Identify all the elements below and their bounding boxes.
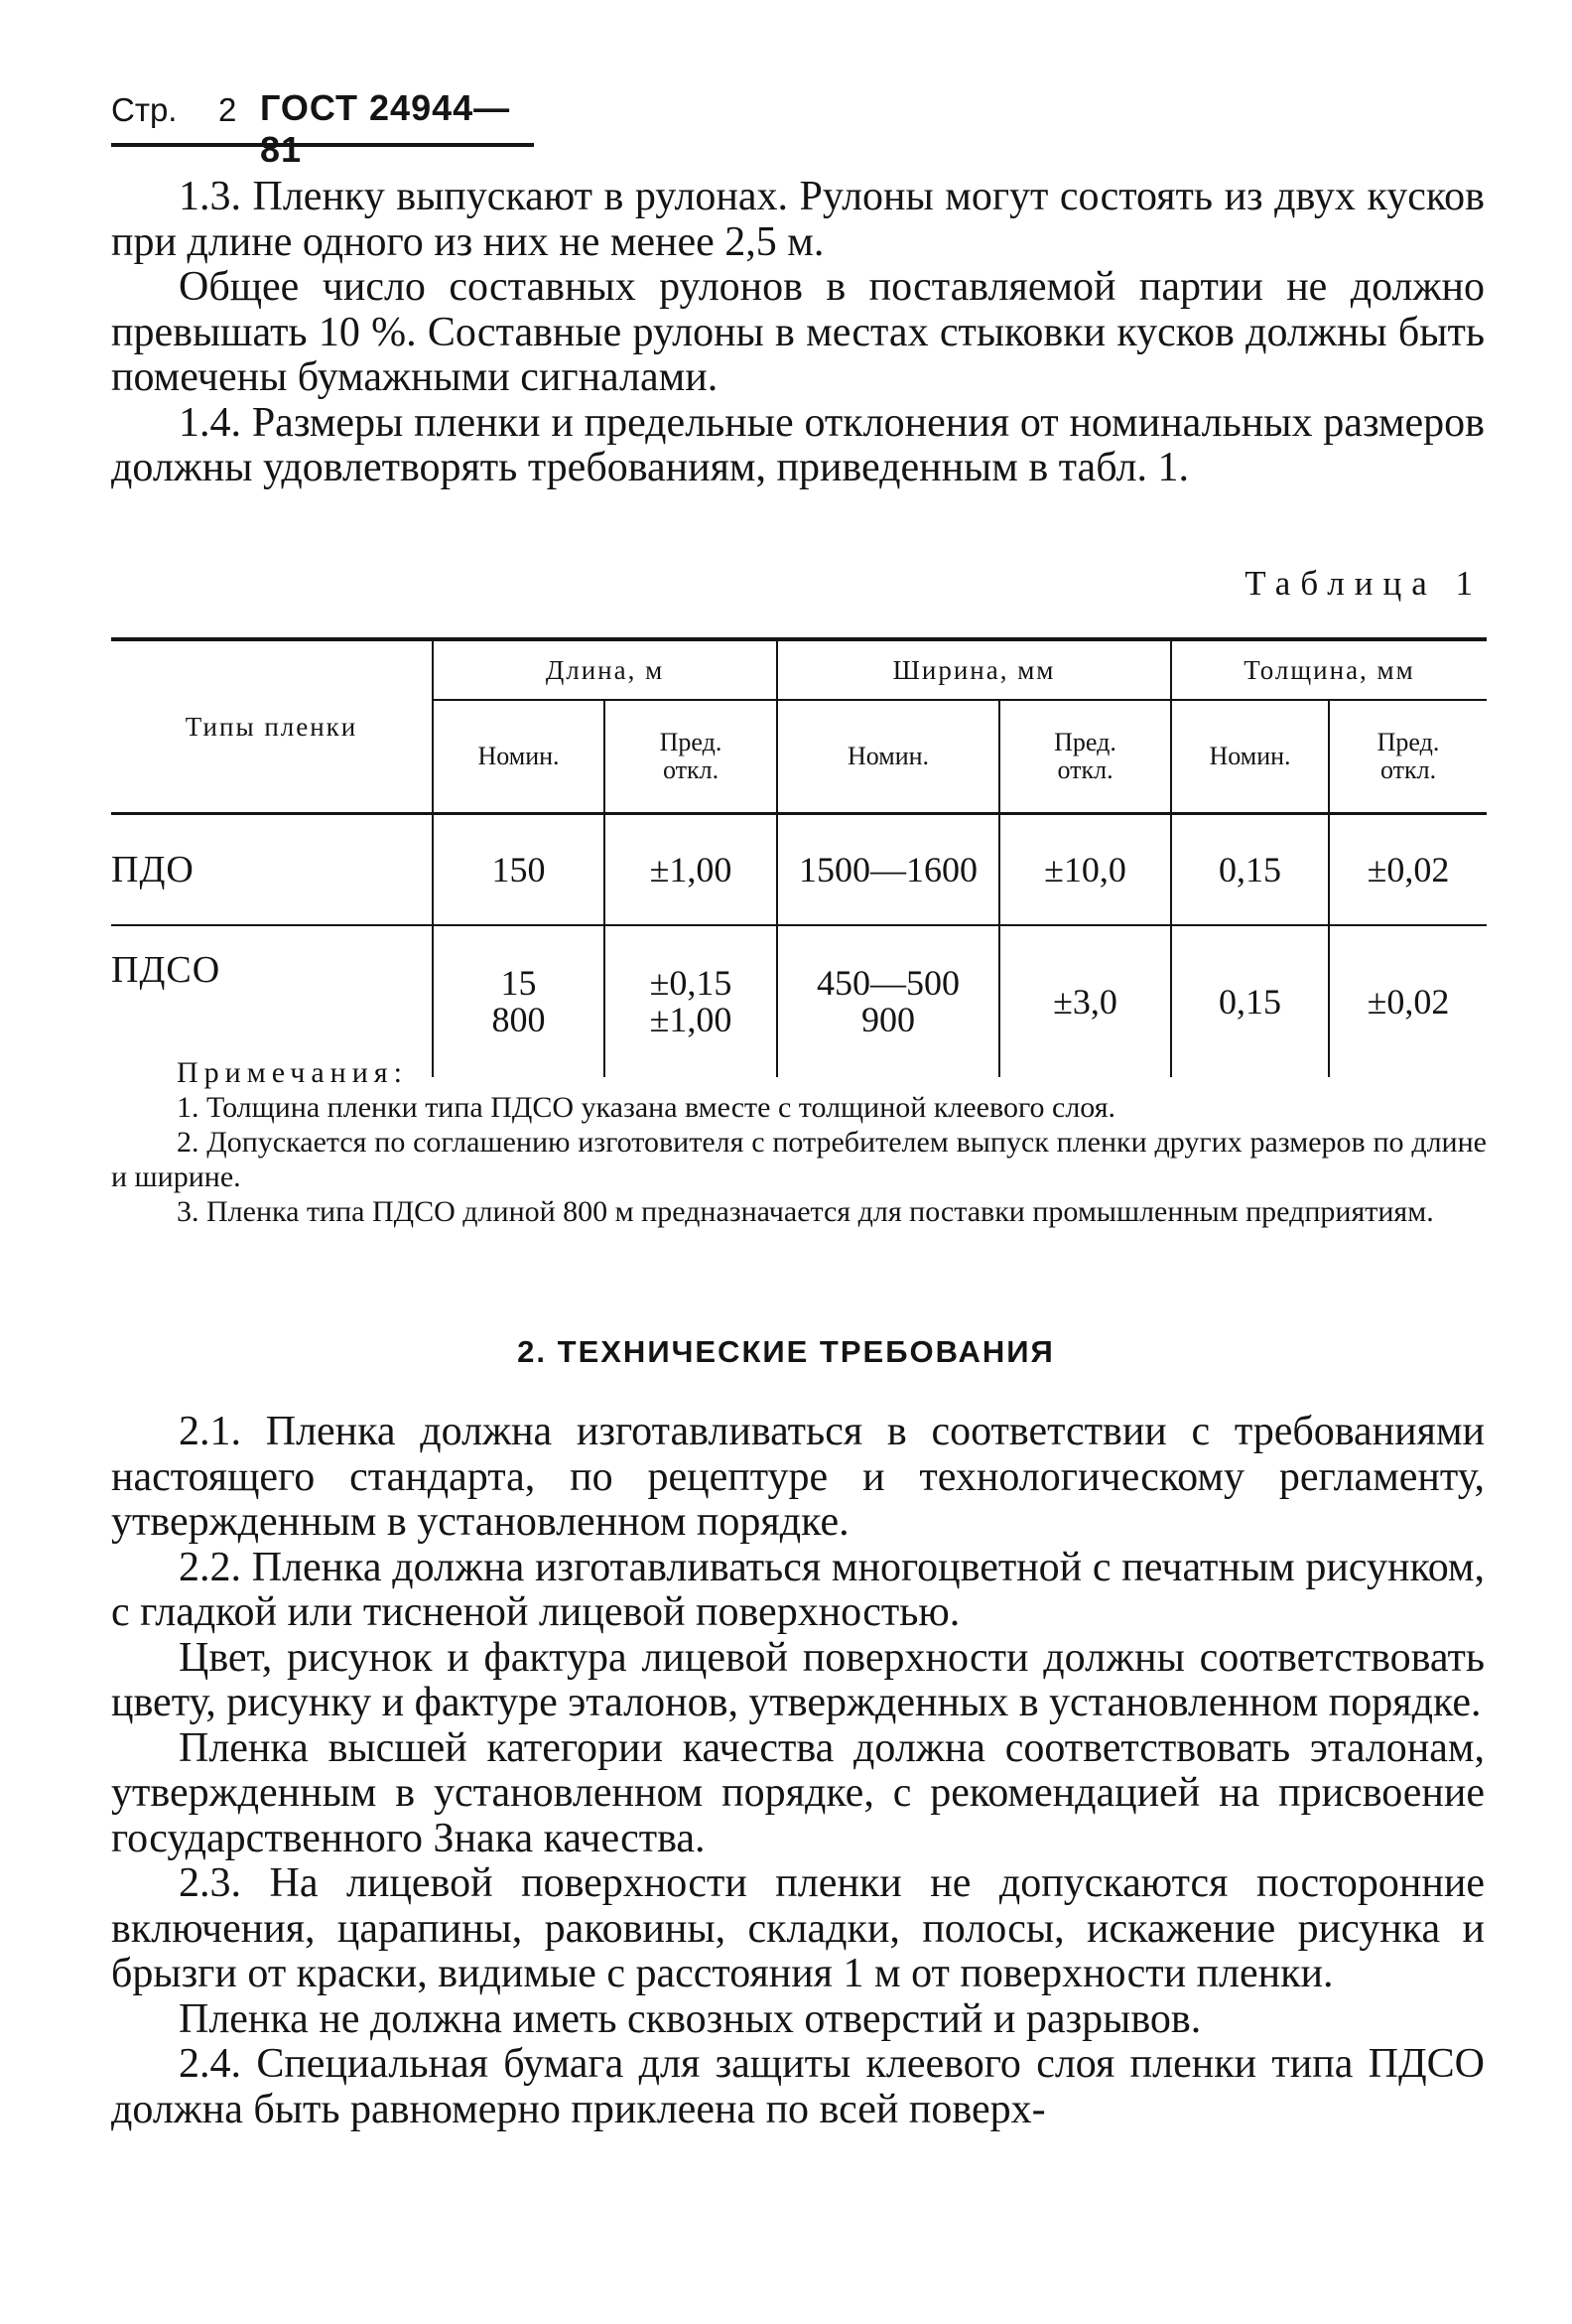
- paragraph-color-pattern: Цвет, рисунок и фактура лицевой поверхности должны соответствовать цвету, рисунку и фактуре эталонов, утвержденных в установленном порядке.: [111, 1634, 1485, 1725]
- paragraph-2-2: 2.2. Пленка должна изготавливаться многоцветной с печатным рисунком, с гладкой или тисненой лицевой поверхностью.: [111, 1544, 1485, 1635]
- cell-thickness-nominal: 0,15: [1171, 925, 1329, 1077]
- notes-title: Примечания:: [177, 1056, 408, 1089]
- page-header: [111, 83, 534, 170]
- paragraph-rolls-count: Общее число составных рулонов в поставляемой партии не должно превышать 10 %. Составные рулоны в местах стыковки кусков должны быть помечены бумажными сигналами.: [111, 264, 1485, 400]
- table-caption: Таблица 1: [1244, 564, 1483, 603]
- subheader-thickness-deviation: Пред. откл.: [1329, 700, 1487, 814]
- standard-number: ГОСТ 24944—81: [260, 87, 511, 170]
- paragraph-quality-category: Пленка высшей категории качества должна соответствовать эталонам, утвержденным в установленном порядке, с рекомендацией на присвоение государственного Знака качества.: [111, 1724, 1485, 1861]
- cell-thickness-nominal: 0,15: [1171, 814, 1329, 926]
- table-row: [111, 814, 1487, 926]
- cell-length-nominal: 15 800: [433, 925, 604, 1077]
- cell-type: ПДСО: [111, 949, 221, 991]
- subheader-length-deviation: Пред. откл.: [604, 700, 777, 814]
- page-label: Стр.: [111, 91, 178, 128]
- table-header-row: [111, 639, 1487, 700]
- paragraph-2-3: 2.3. На лицевой поверхности пленки не допускаются посторонние включения, царапины, раковины, складки, полосы, искажение рисунка и брызги от краски, видимые с расстояния 1 м от поверхности пленки.: [111, 1860, 1485, 1996]
- header-film-types: Типы пленки: [111, 639, 433, 814]
- note-item: 3. Пленка типа ПДСО длиной 800 м предназначается для поставки промышленным предприятиям.: [177, 1195, 1434, 1228]
- cell-type: ПДО: [111, 814, 433, 926]
- subheader-thickness-nominal: Номин.: [1171, 700, 1329, 814]
- subheader-width-deviation: Пред. откл.: [999, 700, 1171, 814]
- header-length: Длина, м: [433, 639, 777, 700]
- cell-length-deviation: ±0,15 ±1,00: [604, 925, 777, 1077]
- cell-width-deviation: ±3,0: [999, 925, 1171, 1077]
- header-width: Ширина, мм: [777, 639, 1171, 700]
- paragraph-2-4: 2.4. Специальная бумага для защиты клеевого слоя пленки типа ПДСО должна быть равномерно приклеена по всей поверх-: [111, 2041, 1485, 2132]
- paragraph-1-4: 1.4. Размеры пленки и предельные отклонения от номинальных размеров должны удовлетворять требованиям, приведенным в табл. 1.: [111, 399, 1485, 490]
- table-notes: [111, 1055, 1487, 1229]
- cell-width-deviation: ±10,0: [999, 814, 1171, 926]
- page-number: 2: [218, 91, 237, 128]
- note-item: 2. Допускается по соглашению изготовителя с потребителем выпуск пленки других размеров по длине и ширине.: [111, 1126, 1487, 1193]
- cell-thickness-deviation: ±0,02: [1329, 925, 1487, 1077]
- dimensions-table: [111, 637, 1487, 1077]
- intro-text: [111, 175, 1485, 491]
- subheader-length-nominal: Номин.: [433, 700, 604, 814]
- section-title: 2. ТЕХНИЧЕСКИЕ ТРЕБОВАНИЯ: [517, 1334, 1055, 1369]
- cell-length-deviation: ±1,00: [604, 814, 777, 926]
- cell-width-nominal: 1500—1600: [777, 814, 999, 926]
- cell-width-nominal: 450—500 900: [777, 925, 999, 1077]
- cell-length-nominal: 150: [433, 814, 604, 926]
- cell-thickness-deviation: ±0,02: [1329, 814, 1487, 926]
- header-thickness: Толщина, мм: [1171, 639, 1487, 700]
- paragraph-2-1: 2.1. Пленка должна изготавливаться в соответствии с требованиями настоящего стандарта, по рецептуре и технологическому регламенту, утвержденным в установленном порядке.: [111, 1409, 1485, 1545]
- section-text: [111, 1410, 1485, 2132]
- note-item: 1. Толщина пленки типа ПДСО указана вместе с толщиной клеевого слоя.: [177, 1091, 1116, 1124]
- paragraph-no-holes: Пленка не должна иметь сквозных отверстий и разрывов.: [179, 1995, 1202, 2042]
- subheader-width-nominal: Номин.: [777, 700, 999, 814]
- paragraph-1-3: 1.3. Пленку выпускают в рулонах. Рулоны могут состоять из двух кусков при длине одного из них не менее 2,5 м.: [111, 174, 1485, 265]
